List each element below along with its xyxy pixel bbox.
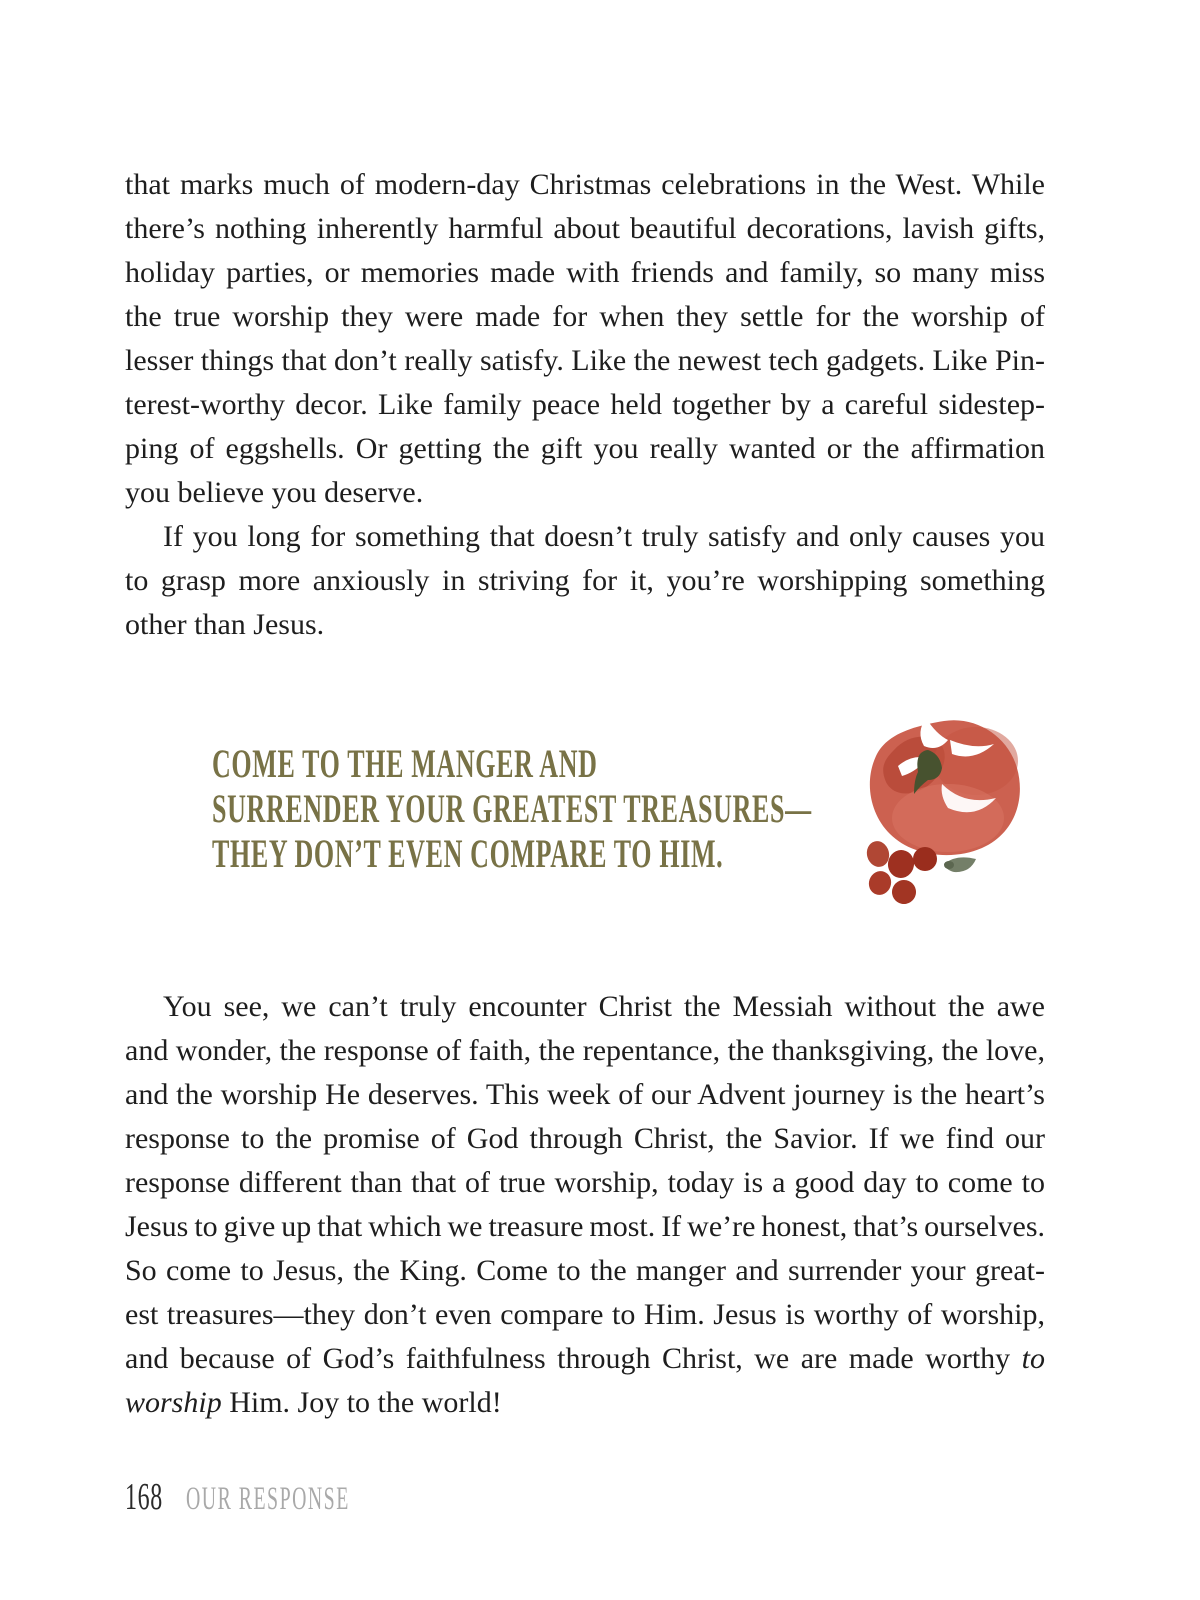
pull-quote-line: COME TO THE MANGER AND <box>212 741 598 786</box>
pull-quote-line: SURRENDER YOUR GREATEST TREASURES— <box>212 786 812 831</box>
text-line: So come to Jesus, the King. Come to the manger and surrender your great- <box>125 1254 1045 1287</box>
text-line: ping of eggshells. Or getting the gift you really wanted or the affirmation <box>125 432 1045 465</box>
text-line: and wonder, the response of faith, the repentance, the thanksgiving, the love, <box>125 1034 1045 1067</box>
text-segment: Him. Joy to the world! <box>221 1386 502 1419</box>
text-line: you believe you deserve. <box>125 476 424 509</box>
text-line: You see, we can’t truly encounter Christ the Messiah without the awe <box>163 990 1045 1023</box>
text-line: there’s nothing inherently harmful about beautiful decorations, lavish gifts, <box>125 212 1045 245</box>
text-line: that marks much of modern-day Christmas celebrations in the West. While <box>125 168 1045 201</box>
text-line: response to the promise of God through Christ, the Savior. If we find our <box>125 1122 1045 1155</box>
text-line: est treasures—they don’t even compare to Him. Jesus is worthy of worship, <box>125 1298 1045 1331</box>
running-footer: OUR RESPONSE <box>186 1481 350 1517</box>
text-line: and the worship He deserves. This week of our Advent journey is the heart’s <box>125 1078 1045 1111</box>
text-line: Jesus to give up that which we treasure most. If we’re honest, that’s ourselves. <box>125 1210 1045 1243</box>
text-segment: and because of God’s faithfulness through Christ, we are made worthy <box>125 1342 1022 1375</box>
text-segment-italic: worship <box>125 1386 222 1419</box>
pomegranate-illustration <box>856 706 1028 906</box>
text-line: holiday parties, or memories made with friends and family, so many miss <box>125 256 1045 289</box>
text-line: response different than that of true worship, today is a good day to come to <box>125 1166 1045 1199</box>
text-line: If you long for something that doesn’t truly satisfy and only causes you <box>163 520 1045 553</box>
text-line <box>125 1381 1045 1425</box>
text-line: the true worship they were made for when they settle for the worship of <box>125 300 1045 333</box>
text-line: terest-worthy decor. Like family peace held together by a careful sidestep- <box>125 388 1045 421</box>
body-text-bottom <box>125 985 1045 1425</box>
text-line: other than Jesus. <box>125 608 325 641</box>
pull-quote-line: THEY DON’T EVEN COMPARE TO HIM. <box>212 831 724 876</box>
text-segment-italic: to <box>1021 1342 1045 1375</box>
text-line: lesser things that don’t really satisfy. Like the newest tech gadgets. Like Pin- <box>125 344 1045 377</box>
page-number: 168 <box>125 1476 163 1518</box>
text-line <box>125 1337 1045 1381</box>
body-text-top <box>125 163 1045 647</box>
text-line: to grasp more anxiously in striving for it, you’re worshipping something <box>125 564 1045 597</box>
